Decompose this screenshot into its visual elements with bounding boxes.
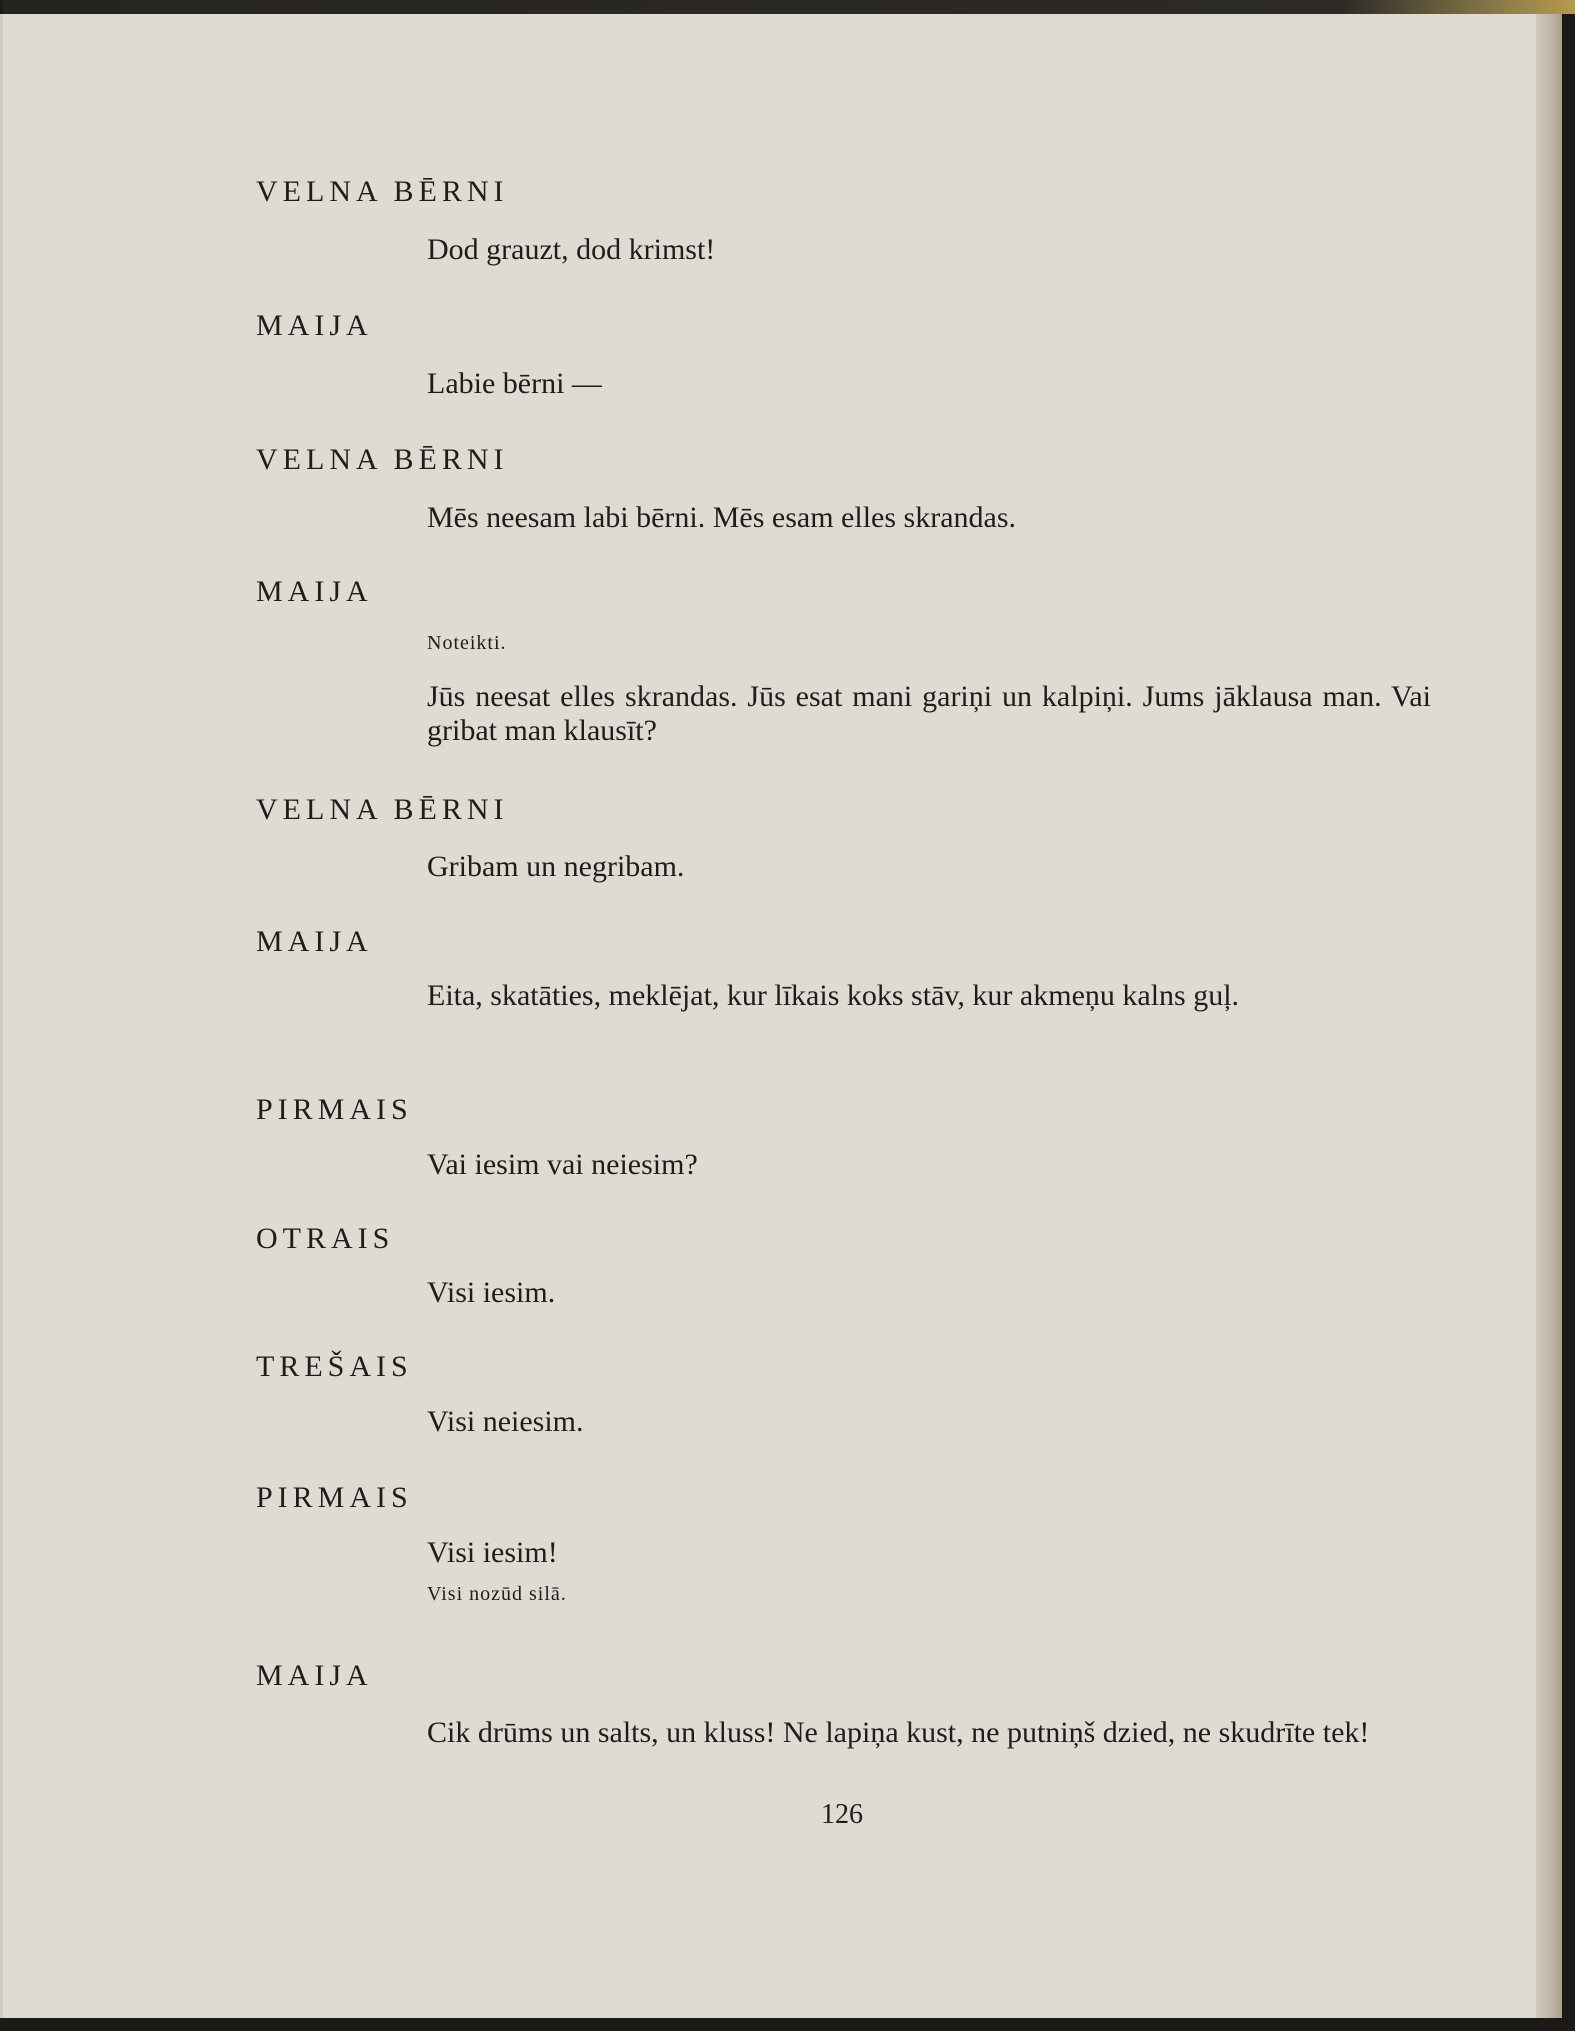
speaker-name: TREŠAIS — [256, 1350, 413, 1383]
dialogue-line: Visi neiesim. — [427, 1405, 584, 1438]
speaker-name: VELNA BĒRNI — [256, 793, 509, 826]
dialogue-line: Jūs neesat elles skrandas. Jūs esat mani gariņi un kalpiņi. Jums jāklausa man. Vai gribat man klausīt? — [427, 680, 1431, 747]
dialogue-line: Cik drūms un salts, un kluss! Ne lapiņa kust, ne putniņš dzied, ne skudrīte tek! — [427, 1716, 1370, 1749]
speaker-name: OTRAIS — [256, 1222, 395, 1255]
page-top-edge — [3, 0, 1575, 14]
speaker-name: PIRMAIS — [256, 1093, 413, 1126]
speaker-name: PIRMAIS — [256, 1481, 413, 1514]
speaker-name: VELNA BĒRNI — [256, 443, 509, 476]
speaker-name: MAIJA — [256, 1659, 373, 1692]
speaker-name: MAIJA — [256, 309, 373, 342]
stage-direction: Visi nozūd silā. — [427, 1583, 567, 1605]
dialogue-line: Visi iesim! — [427, 1536, 558, 1569]
dialogue-line: Eita, skatāties, meklējat, kur līkais koks stāv, kur akmeņu kalns guļ. — [427, 979, 1240, 1012]
dialogue-line: Mēs neesam labi bērni. Mēs esam elles skrandas. — [427, 501, 1016, 534]
dialogue-line: Vai iesim vai neiesim? — [427, 1148, 698, 1181]
page-number: 126 — [821, 1799, 863, 1830]
speaker-name: MAIJA — [256, 575, 373, 608]
book-page — [0, 14, 1548, 2018]
speaker-name: VELNA BĒRNI — [256, 175, 509, 208]
dialogue-line: Gribam un negribam. — [427, 850, 685, 883]
dialogue-line: Visi iesim. — [427, 1276, 556, 1309]
dialogue-line: Dod grauzt, dod krimst! — [427, 233, 716, 266]
book-spine — [1536, 14, 1562, 2018]
dialogue-line: Labie bērni — — [427, 367, 602, 400]
speaker-name: MAIJA — [256, 925, 373, 958]
stage-direction: Noteikti. — [427, 632, 507, 654]
